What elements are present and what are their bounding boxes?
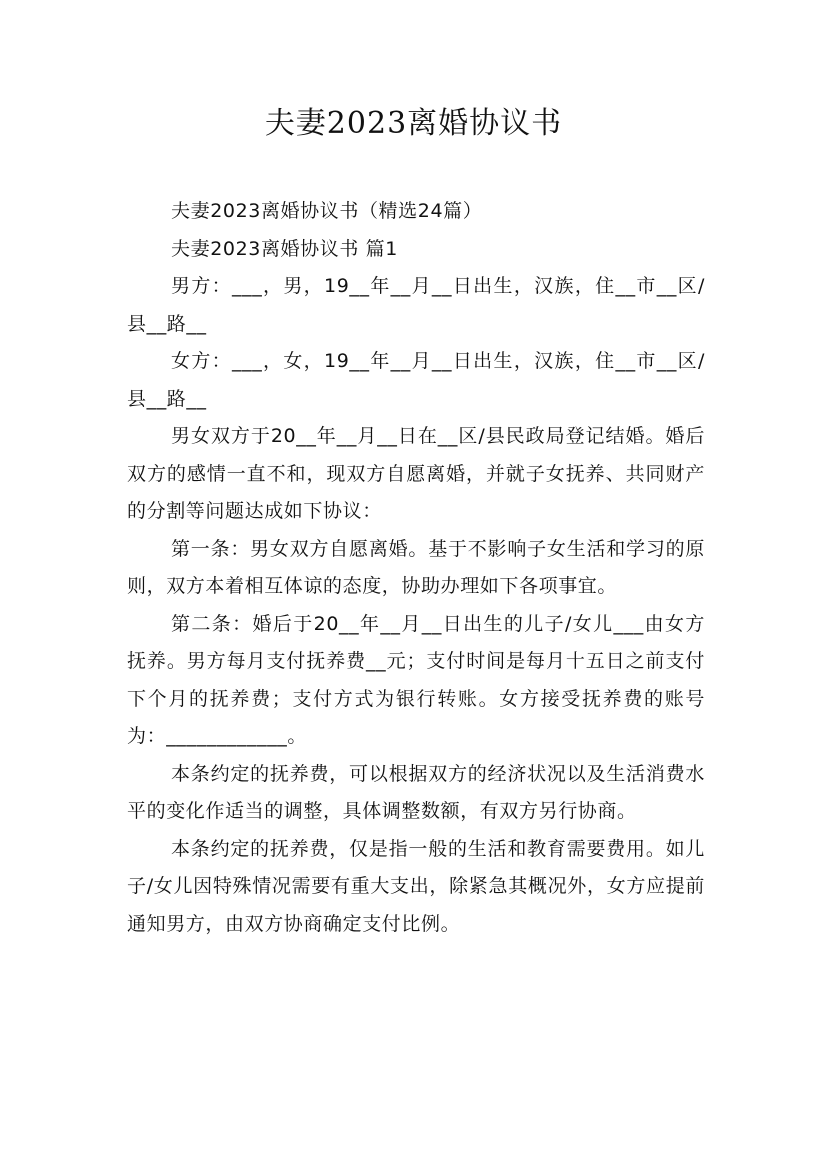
document-title: 夫妻2023离婚协议书 (264, 106, 563, 141)
support-adjustment-paragraph: 本条约定的抚养费，可以根据双方的经济状况以及生活消费水平的变化作适当的调整，具体调整数额，有双方另行协商。 (127, 762, 705, 822)
subtitle-paragraph: 夫妻2023离婚协议书（精选24篇） (171, 200, 483, 222)
document-body (127, 193, 705, 943)
female-party-paragraph: 女方：___，女，19__年__月__日出生，汉族，住__市__区/县__路__ (127, 350, 705, 410)
male-party-paragraph: 男方：___，男，19__年__月__日出生，汉族，住__市__区/县__路__ (127, 275, 705, 335)
article-one-paragraph: 第一条：男女双方自愿离婚。基于不影响子女生活和学习的原则，双方本着相互体谅的态度，协助办理如下各项事宜。 (127, 537, 705, 597)
section-heading: 夫妻2023离婚协议书 篇1 (171, 237, 398, 260)
support-scope-paragraph: 本条约定的抚养费，仅是指一般的生活和教育需要费用。如儿子/女儿因特殊情况需要有重大支出，除紧急其概况外，女方应提前通知男方，由双方协商确定支付比例。 (127, 837, 705, 935)
marriage-intro-paragraph: 男女双方于20__年__月__日在__区/县民政局登记结婚。婚后双方的感情一直不和，现双方自愿离婚，并就子女抚养、共同财产的分割等问题达成如下协议： (127, 425, 705, 522)
article-two-paragraph: 第二条：婚后于20__年__月__日出生的儿子/女儿___由女方抚养。男方每月支付抚养费__元；支付时间是每月十五日之前支付下个月的抚养费；支付方式为银行转账。女方接受抚养费的账号为：____________。 (127, 612, 705, 747)
